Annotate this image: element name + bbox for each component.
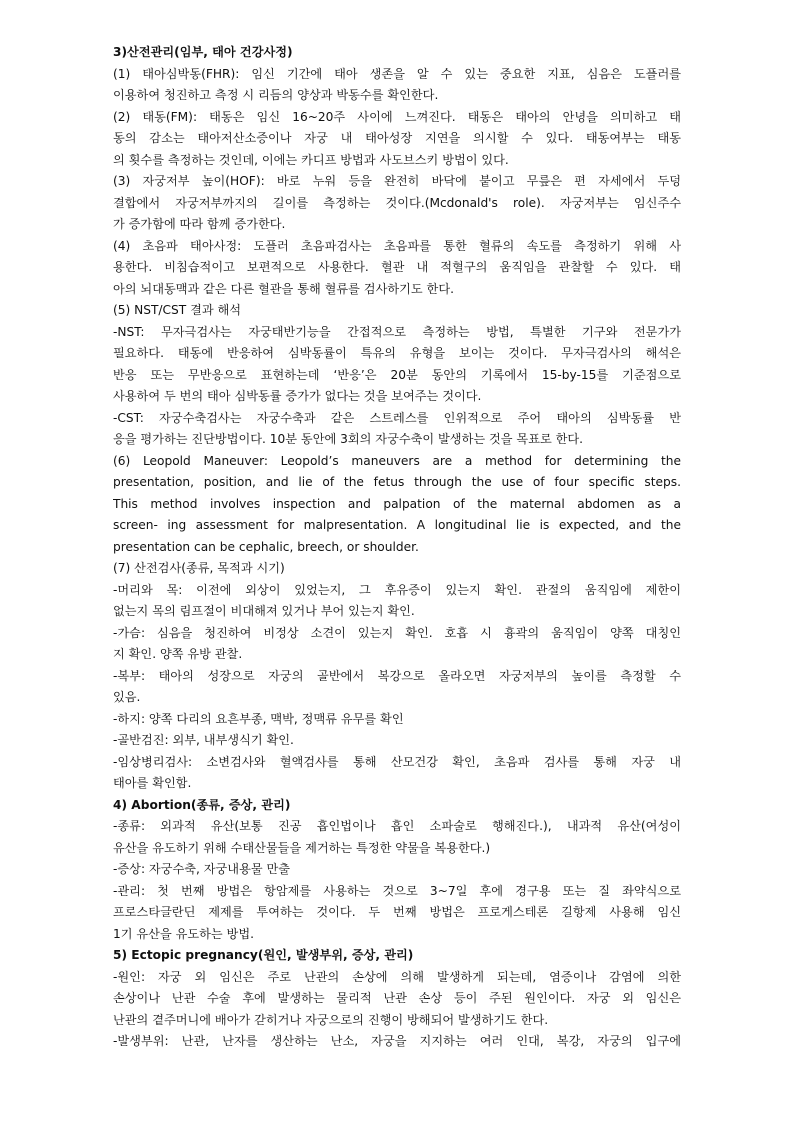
text-line: -NST: 무자극검사는 자궁태반기능을 간접적으로 측정하는 방법, 특별한 기구와 전문가가 xyxy=(113,324,681,339)
text-line: -원인: 자궁 외 임신은 주로 난관의 손상에 의해 발생하게 되는데, 염증이나 감염에 의한 xyxy=(113,969,681,984)
text-line: 의 횟수를 측정하는 것인데, 이에는 카디프 방법과 사도브스키 방법이 있다. xyxy=(113,152,509,167)
text-line: 1기 유산을 유도하는 방법. xyxy=(113,926,254,941)
text-line: 아의 뇌대동맥과 같은 다른 혈관을 통해 혈류를 검사하기도 한다. xyxy=(113,281,454,296)
text-line: -임상병리검사: 소변검사와 혈액검사를 통해 산모건강 확인, 초음파 검사를 통해 자궁 내 xyxy=(113,754,681,769)
text-line: 반응 또는 무반응으로 표현하는데 ‘반응’은 20분 동안의 기록에서 15-by-15를 기준점으로 xyxy=(113,367,681,382)
section-heading: 4) Abortion(종류, 증상, 관리) xyxy=(113,797,291,812)
text-line: -발생부위: 난관, 난자를 생산하는 난소, 자궁을 지지하는 여러 인대, 복강, 자궁의 입구에 xyxy=(113,1034,681,1048)
text-line: (2) 태동(FM): 태동은 임신 16~20주 사이에 느껴진다. 태동은 태아의 안녕을 의미하고 태 xyxy=(113,109,681,124)
text-line: (7) 산전검사(종류, 목적과 시기) xyxy=(113,561,285,575)
text-line: -종류: 외과적 유산(보통 진공 흡인법이나 흡인 소파술로 행해진다.), 내과적 유산(여성이 xyxy=(113,819,681,833)
text-line: 필요하다. 태동에 반응하여 심박동률이 특유의 유형을 보이는 것이다. 무자극검사의 해석은 xyxy=(113,346,681,360)
text-line: presentation can be cephalic, breech, or shoulder. xyxy=(113,539,419,554)
text-line: (5) NST/CST 결과 해석 xyxy=(113,303,242,317)
text-line: This method involves inspection and palpation of the maternal abdomen as a xyxy=(113,496,681,511)
text-line: 동의 감소는 태아저산소증이나 자궁 내 태아성장 지연을 의시할 수 있다. 태동여부는 태동 xyxy=(113,131,681,145)
text-line: 결합에서 자궁저부까지의 길이를 측정하는 것이다.(Mcdonald's role). 자궁저부는 임신주수 xyxy=(113,195,681,210)
section-heading: 3)산전관리(임부, 태아 건강사정) xyxy=(113,45,293,59)
text-line: (1) 태아심박동(FHR): 임신 기간에 태아 생존을 알 수 있는 중요한 지표, 심음은 도플러를 xyxy=(113,66,681,81)
text-line: screen- ing assessment for malpresentation. A longitudinal lie is expected, and the xyxy=(113,518,681,532)
text-line: -CST: 자궁수축검사는 자궁수축과 같은 스트레스를 인위적으로 주어 태아의 심박동률 반 xyxy=(113,410,681,425)
text-line: 손상이나 난관 수술 후에 발생하는 물리적 난관 손상 등이 주된 원인이다. 자궁 외 임신은 xyxy=(113,991,681,1005)
text-line: 지 확인. 양쪽 유방 관찰. xyxy=(113,647,243,661)
text-line: -증상: 자궁수축, 자궁내용물 만출 xyxy=(113,862,291,876)
text-line: 용한다. 비침습적이고 보편적으로 사용한다. 혈관 내 적혈구의 움직임을 관찰할 수 있다. 태 xyxy=(113,260,681,274)
text-line: 프로스타글란딘 제제를 투여하는 것이다. 두 번째 방법은 프로게스테론 길항제 사용해 임신 xyxy=(113,905,681,919)
text-line: -복부: 태아의 성장으로 자궁의 골반에서 복강으로 올라오면 자궁저부의 높이를 측정할 수 xyxy=(113,668,681,683)
text-line: -관리: 첫 번째 방법은 항암제를 사용하는 것으로 3~7일 후에 경구용 또는 질 좌약식으로 xyxy=(113,883,681,898)
text-line: 태아를 확인함. xyxy=(113,776,192,790)
section-heading: 5) Ectopic pregnancy(원인, 발생부위, 증상, 관리) xyxy=(113,948,414,962)
text-line: 있음. xyxy=(113,690,141,704)
text-line: -하지: 양쪽 다리의 요흔부종, 맥박, 정맥류 유무를 확인 xyxy=(113,711,404,726)
text-line: (6) Leopold Maneuver: Leopold’s maneuvers are a method for determining the xyxy=(113,453,681,468)
text-line: 없는지 목의 림프절이 비대해져 있거나 부어 있는지 확인. xyxy=(113,604,415,618)
text-line: 가 증가함에 따라 함께 증가한다. xyxy=(113,217,286,231)
text-line: 사용하여 두 번의 태아 심박동률 증가가 없다는 것을 보여주는 것이다. xyxy=(113,389,482,403)
text-line: 이용하여 청진하고 측정 시 리듬의 양상과 박동수를 확인한다. xyxy=(113,88,439,102)
text-line: (3) 자궁저부 높이(HOF): 바로 누워 등을 완전히 바닥에 붙이고 무릎은 편 자세에서 두덩 xyxy=(113,174,681,188)
text-line: presentation, position, and lie of the fetus through the use of four specific steps. xyxy=(113,475,681,489)
text-line: 난관의 곁주머니에 배아가 갇히거나 자궁으로의 진행이 방해되어 발생하기도 한다. xyxy=(113,1012,549,1027)
text-line: -골반검진: 외부, 내부생식기 확인. xyxy=(113,733,294,747)
text-line: -가슴: 심음을 청진하여 비정상 소견이 있는지 확인. 호흡 시 흉곽의 움직임이 양쪽 대칭인 xyxy=(113,625,681,640)
text-line: (4) 초음파 태아사정: 도플러 초음파검사는 초음파를 통한 혈류의 속도를 측정하기 위해 사 xyxy=(113,238,681,253)
document-page xyxy=(113,42,681,1053)
text-line: 응을 평가하는 진단방법이다. 10분 동안에 3회의 자궁수축이 발생하는 것을 목표로 한다. xyxy=(113,432,584,446)
text-line: 유산을 유도하기 위해 수태산물들을 제거하는 특정한 약물을 복용한다.) xyxy=(113,840,491,855)
text-line: -머리와 목: 이전에 외상이 있었는지, 그 후유증이 있는지 확인. 관절의 움직임에 제한이 xyxy=(113,582,681,597)
